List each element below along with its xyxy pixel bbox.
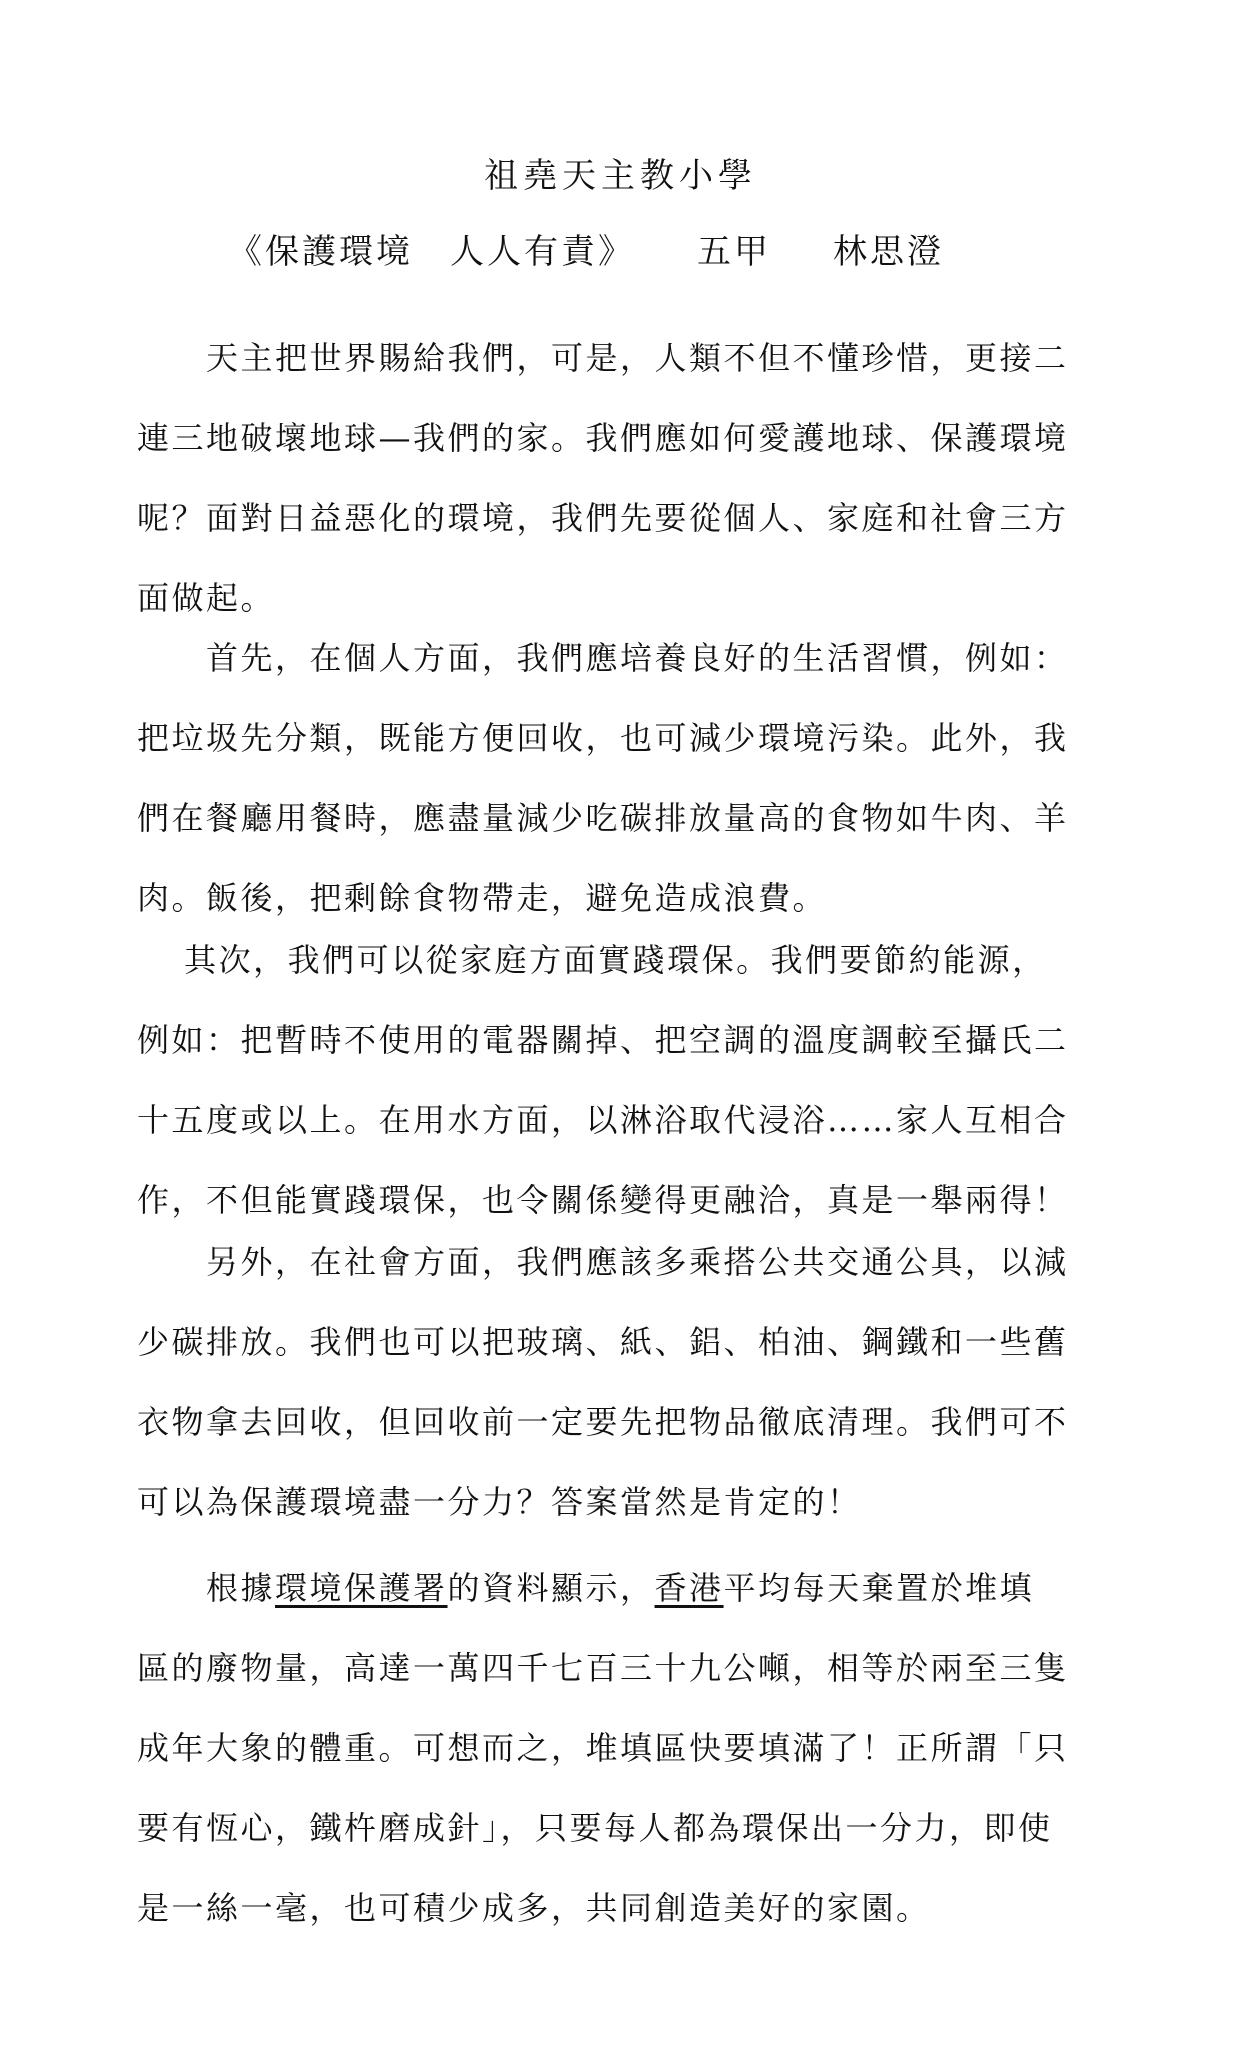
paragraph-line: 另外，在社會方面，我們應該多乘搭公共交通公具，以減 xyxy=(137,1243,1069,1281)
paragraph-line: 天主把世界賜給我們，可是，人類不但不懂珍惜，更接二 xyxy=(137,339,1069,377)
school-name: 祖堯天主教小學 xyxy=(484,156,757,196)
paragraph-line: 們在餐廳用餐時，應盡量減少吃碳排放量高的食物如牛肉、羊 xyxy=(137,799,1069,837)
paragraph-line: 衣物拿去回收，但回收前一定要先把物品徹底清理。我們可不 xyxy=(137,1403,1069,1441)
paragraph-line xyxy=(137,1548,1127,1628)
underlined-name-hk: 香港 xyxy=(654,1569,724,1607)
paragraph-line: 作，不但能實踐環保，也令關係變得更融洽，真是一舉兩得！ xyxy=(137,1181,1069,1219)
paragraph-line: 其次，我們可以從家庭方面實踐環保。我們要節約能源， xyxy=(137,941,1047,979)
paragraph-society xyxy=(137,1222,1127,1542)
paragraph-line: 連三地破壞地球—我們的家。我們應如何愛護地球、保護環境 xyxy=(137,419,1069,457)
paragraph-line: 面做起。 xyxy=(137,579,276,617)
paragraph-line: 要有恆心，鐵杵磨成針」，只要每人都為環保出一分力，即使 xyxy=(137,1809,1053,1847)
paragraph-line: 首先，在個人方面，我們應培養良好的生活習慣，例如： xyxy=(137,639,1069,677)
class-name: 五甲 xyxy=(697,232,771,272)
paragraph-line: 是一絲一毫，也可積少成多，共同創造美好的家園。 xyxy=(137,1889,931,1927)
paragraph-line: 少碳排放。我們也可以把玻璃、紙、鋁、柏油、鋼鐵和一些舊 xyxy=(137,1323,1069,1361)
paragraph-line: 成年大象的體重。可想而之，堆填區快要填滿了！正所謂「只 xyxy=(137,1729,1069,1767)
text-segment: 平均每天棄置於堆填 xyxy=(723,1569,1035,1607)
text-segment: 根據 xyxy=(137,1569,276,1607)
paragraph-line: 把垃圾先分類，既能方便回收，也可減少環境污染。此外，我 xyxy=(137,719,1069,757)
paragraph-family xyxy=(137,920,1127,1240)
paragraph-conclusion xyxy=(137,1548,1127,1948)
paragraph-personal xyxy=(137,618,1127,938)
text-segment: 的資料顯示， xyxy=(447,1569,655,1607)
essay-title: 《保護環境 人人有責》 xyxy=(228,232,635,272)
underlined-name-epd: 環境保護署 xyxy=(275,1569,448,1607)
paragraph-line: 例如：把暫時不使用的電器關掉、把空調的溫度調較至攝氏二 xyxy=(137,1021,1069,1059)
author-name: 林思澄 xyxy=(833,232,944,272)
paragraph-line: 十五度或以上。在用水方面，以淋浴取代浸浴……家人互相合 xyxy=(137,1101,1069,1139)
paragraph-line: 區的廢物量，高達一萬四千七百三十九公噸，相等於兩至三隻 xyxy=(137,1649,1069,1687)
paragraph-line: 可以為保護環境盡一分力？答案當然是肯定的！ xyxy=(137,1483,862,1521)
paragraph-line: 呢？面對日益惡化的環境，我們先要從個人、家庭和社會三方 xyxy=(137,499,1069,537)
paragraph-intro xyxy=(137,318,1127,638)
essay-heading xyxy=(228,224,944,273)
paragraph-line: 肉。飯後，把剩餘食物帶走，避免造成浪費。 xyxy=(137,879,828,917)
